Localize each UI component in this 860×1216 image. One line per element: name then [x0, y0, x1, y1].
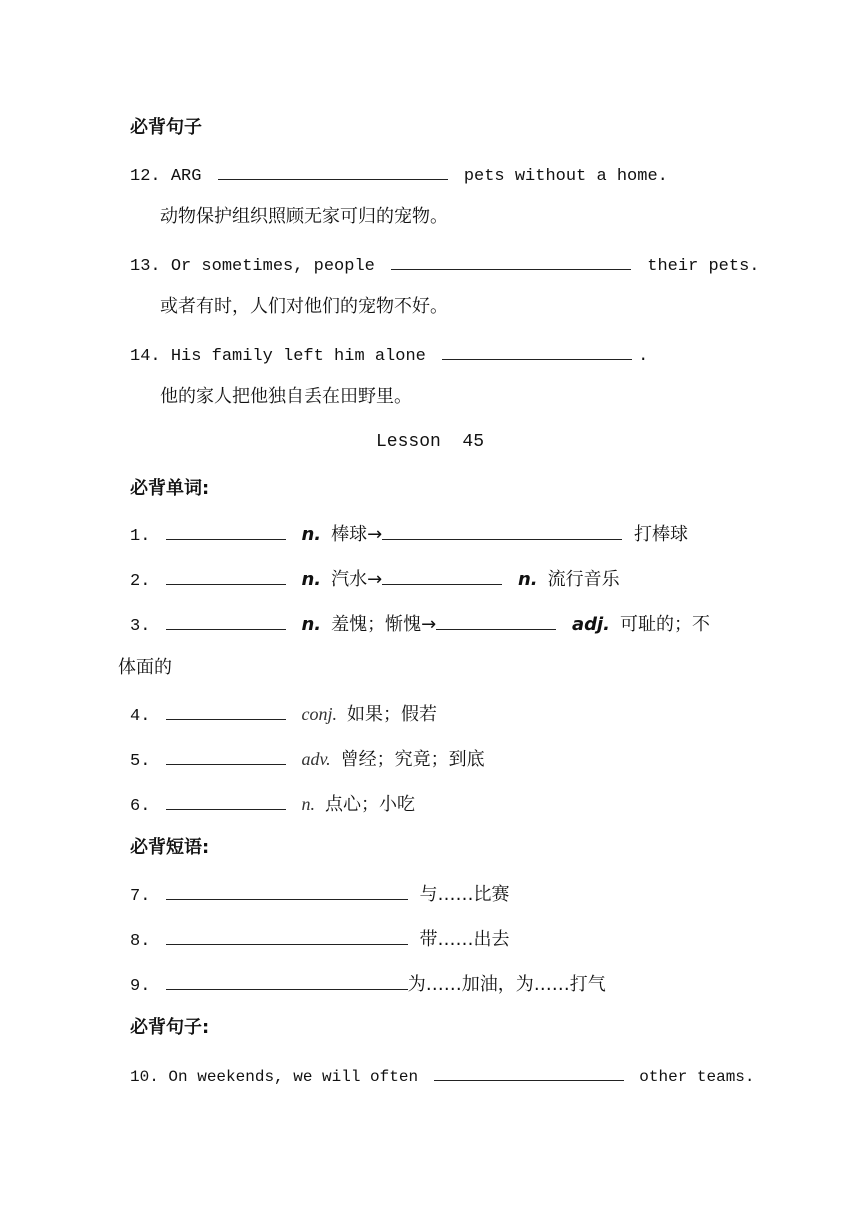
- phrase-item-7: [130, 881, 509, 909]
- part-of-speech: n.: [301, 524, 322, 545]
- sentence-text-after: .: [638, 347, 649, 366]
- item-number: 3.: [130, 617, 151, 636]
- part-of-speech: n.: [301, 569, 322, 590]
- sentence-translation: 他的家人把他独自丢在田野里。: [160, 386, 412, 407]
- meaning: 与……比赛: [419, 884, 510, 905]
- answer-blank[interactable]: [166, 746, 286, 765]
- meaning: 点心；小吃: [324, 794, 415, 815]
- answer-blank[interactable]: [434, 1062, 624, 1081]
- meaning: 如果；假若: [346, 704, 437, 725]
- part-of-speech: adv.: [301, 749, 331, 769]
- answer-blank[interactable]: [166, 611, 286, 630]
- answer-blank[interactable]: [218, 161, 448, 180]
- meaning: 羞愧；惭愧: [331, 614, 422, 635]
- phrase-item-8: [130, 926, 509, 954]
- meaning: 带……出去: [419, 929, 510, 950]
- part-of-speech: n.: [301, 794, 315, 814]
- item-number: 14.: [130, 347, 161, 366]
- sentence-text-before: Or sometimes, people: [170, 257, 375, 276]
- vocab-item-5: [130, 746, 485, 774]
- answer-blank[interactable]: [166, 521, 286, 540]
- answer-blank[interactable]: [166, 971, 408, 990]
- meaning-tail: 可耻的；不: [620, 614, 710, 635]
- arrow-icon: →: [367, 569, 383, 590]
- answer-blank[interactable]: [391, 251, 631, 270]
- section-heading-phrases: 必背短语:: [130, 837, 210, 858]
- sentence-text-after: pets without a home.: [463, 167, 668, 186]
- sentence-text-after: their pets.: [647, 257, 760, 276]
- vocab-item-1: [130, 521, 688, 549]
- sentence-text-before: ARG: [170, 167, 202, 186]
- answer-blank[interactable]: [166, 881, 408, 900]
- sentence-text-before: His family left him alone: [170, 347, 426, 366]
- sentence-text-before: On weekends, we will often: [168, 1068, 419, 1086]
- meaning: 曾经；究竟；到底: [340, 749, 485, 770]
- lesson-title: Lesson 45: [375, 432, 485, 452]
- section-heading-vocab: 必背单词:: [130, 478, 210, 499]
- section-heading-sentences-2: 必背句子:: [130, 1017, 210, 1038]
- sentence-translation: 或者有时，人们对他们的宠物不好。: [160, 296, 448, 317]
- answer-blank[interactable]: [442, 341, 632, 360]
- answer-blank[interactable]: [382, 566, 502, 585]
- item-number: 5.: [130, 752, 151, 771]
- meaning-tail: 流行音乐: [547, 569, 620, 590]
- meaning-tail: 打棒球: [633, 524, 688, 545]
- answer-blank[interactable]: [166, 926, 408, 945]
- arrow-icon: →: [367, 524, 383, 545]
- part-of-speech: n.: [517, 569, 538, 590]
- item-number: 13.: [130, 257, 161, 276]
- item-number: 2.: [130, 572, 151, 591]
- answer-blank[interactable]: [166, 791, 286, 810]
- item-number: 12.: [130, 167, 161, 186]
- vocab-item-2: [130, 566, 620, 594]
- answer-blank[interactable]: [166, 701, 286, 720]
- sentence-translation: 动物保护组织照顾无家可归的宠物。: [160, 206, 448, 227]
- item-number: 10.: [130, 1068, 159, 1086]
- sentence-text-after: other teams.: [639, 1068, 755, 1086]
- phrase-item-9: [130, 971, 606, 999]
- sentence-13: [130, 251, 759, 279]
- meaning: 棒球: [331, 524, 368, 545]
- meaning: 为……加油，为……打气: [407, 974, 606, 995]
- part-of-speech: n.: [301, 614, 322, 635]
- item-number: 6.: [130, 797, 151, 816]
- arrow-icon: →: [421, 614, 437, 635]
- vocab-item-3: [130, 611, 710, 639]
- part-of-speech: adj.: [571, 614, 610, 635]
- sentence-14: [130, 341, 648, 369]
- item-number: 8.: [130, 932, 151, 951]
- meaning-tail-wrap: 体面的: [118, 657, 172, 678]
- answer-blank[interactable]: [436, 611, 556, 630]
- answer-blank[interactable]: [382, 521, 622, 540]
- part-of-speech: conj.: [301, 704, 337, 724]
- answer-blank[interactable]: [166, 566, 286, 585]
- item-number: 7.: [130, 887, 151, 906]
- sentence-10: [130, 1062, 755, 1089]
- vocab-item-4: [130, 701, 437, 729]
- item-number: 4.: [130, 707, 151, 726]
- section-heading-sentences: 必背句子: [130, 117, 202, 138]
- vocab-item-6: [130, 791, 415, 819]
- meaning: 汽水: [331, 569, 368, 590]
- item-number: 9.: [130, 977, 151, 996]
- sentence-12: [130, 161, 668, 189]
- item-number: 1.: [130, 527, 151, 546]
